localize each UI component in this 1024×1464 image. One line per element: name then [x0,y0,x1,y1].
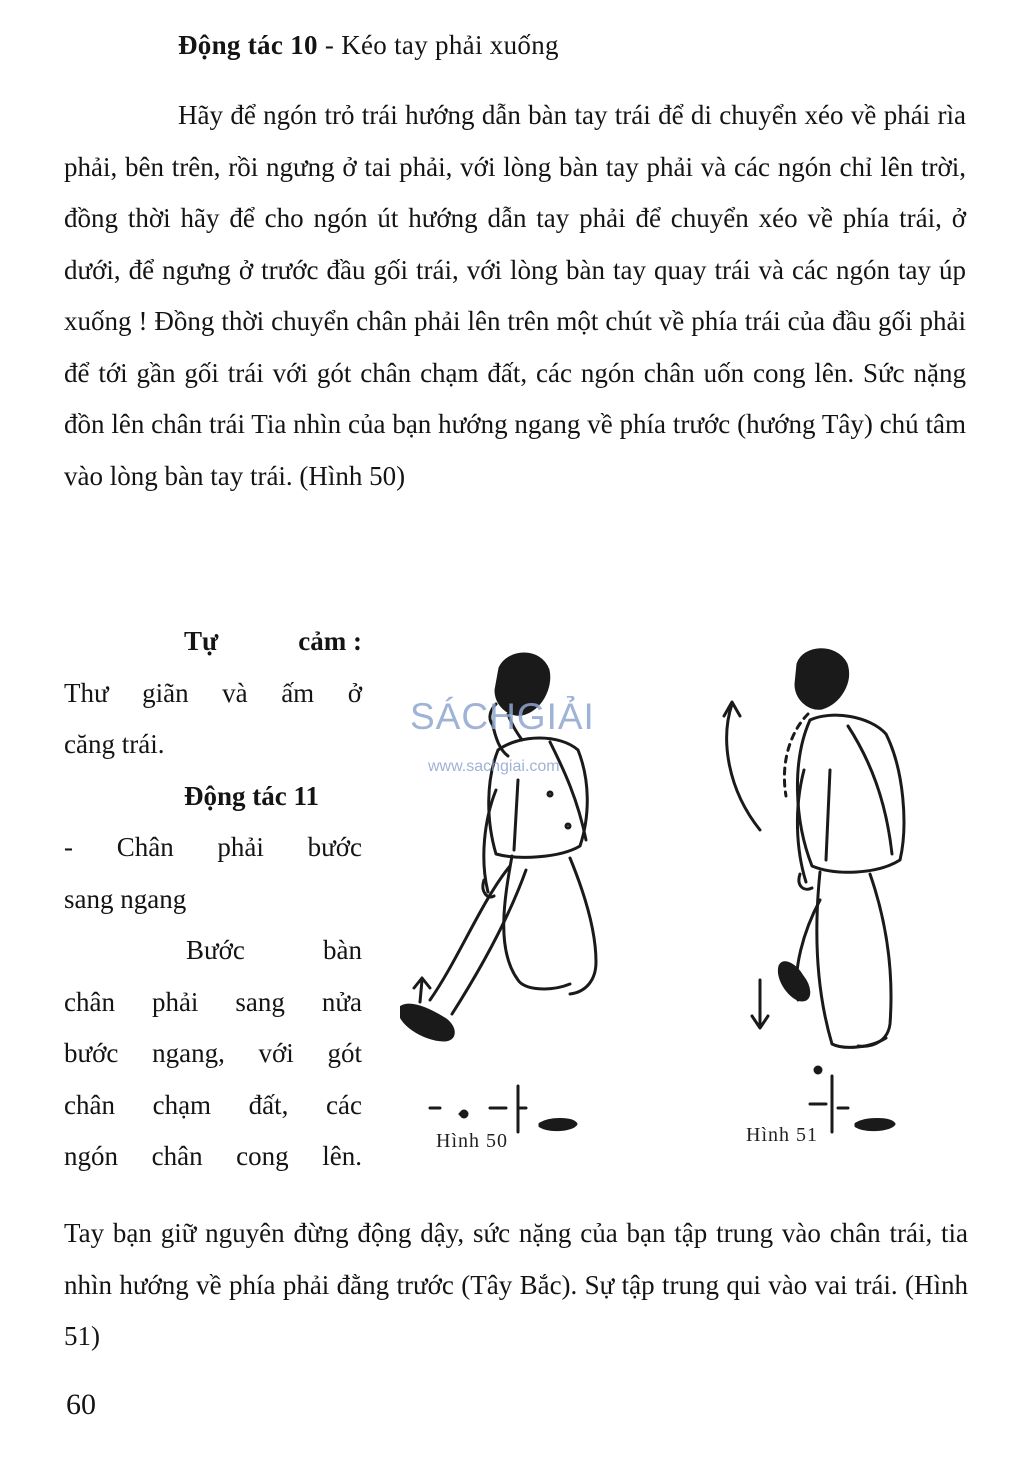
left-column [64,616,362,1183]
dt11-line2: chân phải sang nửa [64,986,362,1017]
figure-51-drawing [724,650,904,1132]
tu-cam-word2: cảm : [298,626,362,656]
section-heading-11: Động tác 11 [184,780,319,811]
heading-bold: Động tác 10 [178,30,318,60]
dt11-line4: chân chạm đất, các [64,1089,362,1120]
watermark [410,696,595,775]
tu-cam-heading [64,616,362,668]
tu-cam-word1: Tự [184,626,219,656]
paragraph-1-text: Hãy để ngón trỏ trái hướng dẫn bàn tay trái để di chuyển xéo về phái rìa phải, bên trên, rồi ngưng ở tai phải, với lòng bàn tay phải và các ngón chỉ lên trời, đồng thời hãy để cho ngón út hướng dẫn tay phải để chuyển xéo về phía trái, ở dưới, để ngưng ở trước đầu gối trái, với lòng bàn tay quay trái và các ngón tay úp xuống ! Đồng thời chuyển chân phải lên trên một chút về phía trái của đầu gối phải để tới gần gối trái với gót chân chạm đất, các ngón chân uốn cong lên. Sức nặng đồn lên chân trái Tia nhìn của bạn hướng ngang về phía trước (hướng Tây) chú tâm vào lòng bàn tay trái. (Hình 50) [64,100,966,491]
heading-rest: - Kéo tay phải xuống [317,30,559,60]
tu-cam-line2: Thư giãn và ấm ở [64,677,362,708]
section-heading-10 [178,30,559,61]
paragraph-2: Tay bạn giữ nguyên đừng động dậy, sức nặng của bạn tập trung vào chân trái, tia nhìn hướng về phía phải đằng trước (Tây Bắc). Sự tập trung qui vào vai trái. (Hình 51) [64,1218,968,1351]
figure-51-label: Hình 51 [746,1124,818,1146]
dt11-sub1: - Chân phải bước [64,832,362,862]
watermark-logo: SÁCHGIẢI [410,696,595,737]
dt11-line5: ngón chân cong lên. [64,1141,362,1171]
figure-50-label: Hình 50 [436,1130,508,1152]
tu-cam-line3: căng trái. [64,729,165,759]
paragraph-1 [64,90,966,502]
dt11-line1: Bước bàn [186,935,362,965]
page-number: 60 [66,1388,96,1421]
dt11-line3: bước ngang, với gót [64,1038,362,1068]
watermark-url: www.sachgiai.com [428,758,560,775]
dt11-sub2: sang ngang [64,883,187,914]
